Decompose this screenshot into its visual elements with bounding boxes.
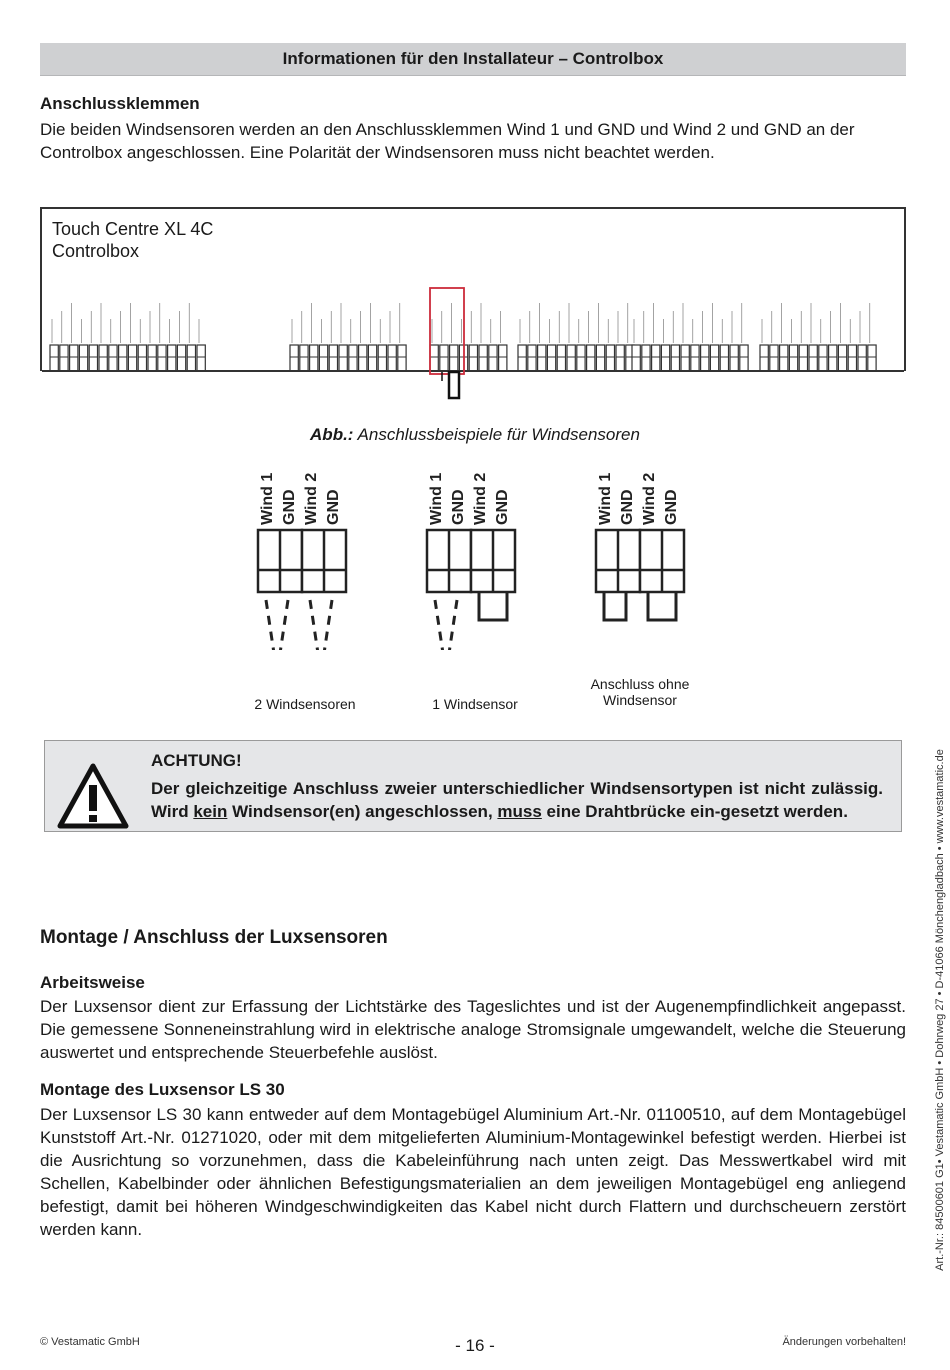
wire-bridge [648,592,676,620]
terminal-block [760,345,768,371]
terminal-label: GND [663,489,680,525]
terminal-block [70,345,78,371]
terminal-block [329,345,337,371]
footer-disclaimer: Änderungen vorbehalten! [782,1336,906,1348]
jumper-plug [449,372,459,398]
terminal-block [469,345,477,371]
terminal-block [489,345,497,371]
figure-caption: Abb.: Anschlussbeispiele für Windsensoren [310,425,640,444]
terminal-block [632,345,640,371]
terminal-label: Wind 2 [303,472,320,525]
terminal-label: GND [281,489,298,525]
terminal-block [430,345,438,371]
terminal-block [596,345,604,371]
subheading-arbeitsweise: Arbeitsweise [40,973,145,992]
terminal-block [158,345,166,371]
sidebar-company-info: Art.-Nr.: 84500601 G1• Vestamatic GmbH • Dohrweg 27 • D-41066 Mönchengladbach • www.vestamatic.de [934,749,946,1271]
page-number: - 16 - [455,1336,495,1355]
terminal-block [518,345,526,371]
page-header: Informationen für den Installateur – Controlbox [40,43,906,76]
terminal-label: GND [325,489,342,525]
terminal-block [789,345,797,371]
terminal-block [128,345,136,371]
terminal-block [652,345,660,371]
terminal-label: GND [450,489,467,525]
controlbox-title: Touch Centre XL 4C Controlbox [52,219,214,261]
terminal-block [740,345,748,371]
terminal-block [671,345,679,371]
controlbox-illustration [40,207,906,371]
subheading-montage-ls30: Montage des Luxsensor LS 30 [40,1080,285,1099]
terminal-block [168,345,176,371]
text-montage-ls30: Der Luxsensor LS 30 kann entweder auf dem Montagebügel Aluminium Art.-Nr. 01100510, auf dem Montagebügel Kunststoff Art.-Nr. 01271020, oder mit dem mitgelieferten Aluminium-Montagewinkel befestigt werden. Hierbei ist die Ausrichtung so vorzunehmen, dass die Kabeleinführung nach unten zeigt. Das Messwertkabel wird mit Schellen, Kabelbinder oder ähnlichen Befestigungsmaterialien an dem jeweiligen Montagebügel eng anliegend befestigt, damit bei höheren Windgeschwindigkeiten das Kabel nicht durch Flattern und durchscheuern zerstört werden kann. [40,1105,906,1239]
terminal-block [710,345,718,371]
terminal-block [557,345,565,371]
terminal-block [290,345,298,371]
terminal-block [681,345,689,371]
terminal-block [79,345,87,371]
warning-box [44,740,902,832]
terminal-block [319,345,327,371]
terminal-block [378,345,386,371]
wiring-examples-diagram [0,470,950,650]
wire-bridge [604,592,626,620]
terminal-block [858,345,866,371]
terminal-block [177,345,185,371]
terminal-block [450,345,458,371]
terminal-label: Wind 1 [259,472,276,525]
terminal-block [642,345,650,371]
terminal-block [780,345,788,371]
example-label-no-sensor: Anschluss ohne Windsensor [590,676,690,708]
terminal-block [868,345,876,371]
terminal-label: Wind 2 [472,472,489,525]
terminal-block [499,345,507,371]
terminal-block [398,345,406,371]
terminal-block [616,345,624,371]
text-arbeitsweise: Der Luxsensor dient zur Erfassung der Lichtstärke des Tageslichtes und ist der Augenempfindlichkeit angepasst. Die gemessene Sonneneinstrahlung wird in elektrische analoge Stromsignale umgewandelt, welche die Steuerung auswertet und entsprechende Steuerbefehle auslöst. [40,997,906,1062]
sensor-wire [435,600,444,650]
terminal-block [119,345,127,371]
example-label-2-sensors: 2 Windsensoren [254,696,356,712]
terminal-block [809,345,817,371]
example-label-1-sensor: 1 Windsensor [432,696,518,712]
terminal-block [701,345,709,371]
section-heading-anschlussklemmen: Anschlussklemmen [40,94,200,113]
terminal-label: Wind 1 [428,472,445,525]
terminal-block [148,345,156,371]
terminal-block [310,345,318,371]
terminal-strip [42,209,904,409]
terminal-block [339,345,347,371]
sensor-wire [448,600,457,650]
terminal-block [109,345,117,371]
wire-bridge [479,592,507,620]
terminal-block [349,345,357,371]
terminal-label: Wind 1 [597,472,614,525]
terminal-block [848,345,856,371]
terminal-block [538,345,546,371]
terminal-block [661,345,669,371]
footer-copyright: © Vestamatic GmbH [40,1336,140,1348]
warning-text: Der gleichzeitige Anschluss zweier unterschiedlicher Windsensortypen ist nicht zulässig. Wird kein Windsensor(en) angeschlossen, muss eine Drahtbrücke ein-gesetzt werden. [151,779,883,821]
terminal-block [368,345,376,371]
sensor-wire [266,600,275,650]
warning-title: ACHTUNG! [151,751,242,770]
terminal-block [547,345,555,371]
terminal-block [606,345,614,371]
terminal-block [838,345,846,371]
terminal-block [388,345,396,371]
warning-triangle-icon [57,763,129,829]
terminal-block [819,345,827,371]
terminal-block [50,345,58,371]
terminal-label: GND [619,489,636,525]
terminal-block [300,345,308,371]
terminal-block [440,345,448,371]
terminal-block [528,345,536,371]
terminal-label: Wind 2 [641,472,658,525]
terminal-block [577,345,585,371]
section-text-anschlussklemmen: Die beiden Windsensoren werden an den Anschlussklemmen Wind 1 und GND und Wind 2 und GND an der Controlbox angeschlossen. Eine Polarität der Windsensoren muss nicht beachtet werden. [40,120,855,162]
terminal-block [138,345,146,371]
terminal-block [197,345,205,371]
terminal-block [720,345,728,371]
sensor-wire [279,600,288,650]
terminal-block [799,345,807,371]
terminal-block [187,345,195,371]
terminal-block [587,345,595,371]
sensor-wire [310,600,319,650]
terminal-block [89,345,97,371]
terminal-label: GND [494,489,511,525]
sensor-wire [323,600,332,650]
terminal-block [730,345,738,371]
terminal-block [567,345,575,371]
terminal-block [479,345,487,371]
terminal-block [99,345,107,371]
section-heading-luxsensoren: Montage / Anschluss der Luxsensoren [40,927,388,948]
terminal-block [829,345,837,371]
terminal-block [770,345,778,371]
terminal-block [359,345,367,371]
terminal-block [691,345,699,371]
terminal-block [60,345,68,371]
